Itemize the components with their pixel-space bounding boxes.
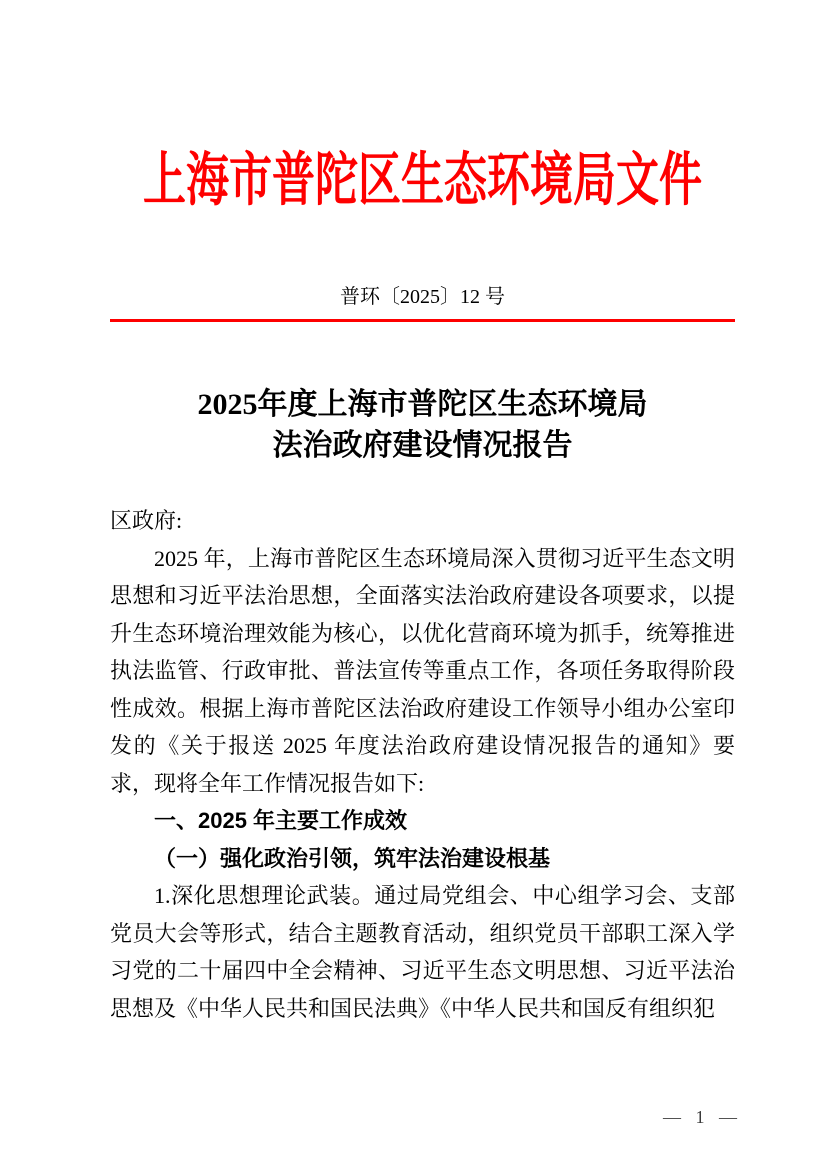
salutation: 区政府: — [110, 508, 183, 533]
red-divider-line — [110, 319, 735, 322]
subsection-heading: （一）强化政治引领，筑牢法治建设根基 — [154, 845, 551, 871]
letterhead-title: 上海市普陀区生态环境局文件 — [143, 149, 702, 214]
section-heading: 一、2025 年主要工作成效 — [154, 808, 408, 833]
document-number: 普环〔2025〕12 号 — [340, 286, 505, 308]
paragraph-body: 1.深化思想理论武装。通过局党组会、中心组学习会、支部党员大会等形式，结合主题教育活动，组织党员干部职工深入学习党的二十届四中全会精神、习近平生态文明思想、习近平法治思想及《中华人民共和国民法典》《中华人民共和国反有组织犯 — [110, 883, 735, 1021]
document-title — [110, 384, 735, 466]
paragraph-intro: 2025 年，上海市普陀区生态环境局深入贯彻习近平生态文明思想和习近平法治思想，全面落实法治政府建设各项要求，以提升生态环境治理效能为核心，以优化营商环境为抓手，统筹推进执法监管、行政审批、普法宣传等重点工作，各项任务取得阶段性成效。根据上海市普陀区法治政府建设工作领导小组办公室印发的《关于报送 2025 年度法治政府建设情况报告的通知》要求，现将全年工作情况报告如下: — [110, 545, 735, 796]
page-number: — 1 — — [663, 1107, 742, 1127]
document-title-line2: 法治政府建设情况报告 — [272, 429, 573, 462]
document-title-line1: 2025年度上海市普陀区生态环境局 — [197, 388, 648, 421]
document-body — [110, 502, 735, 1027]
letterhead — [110, 149, 735, 214]
